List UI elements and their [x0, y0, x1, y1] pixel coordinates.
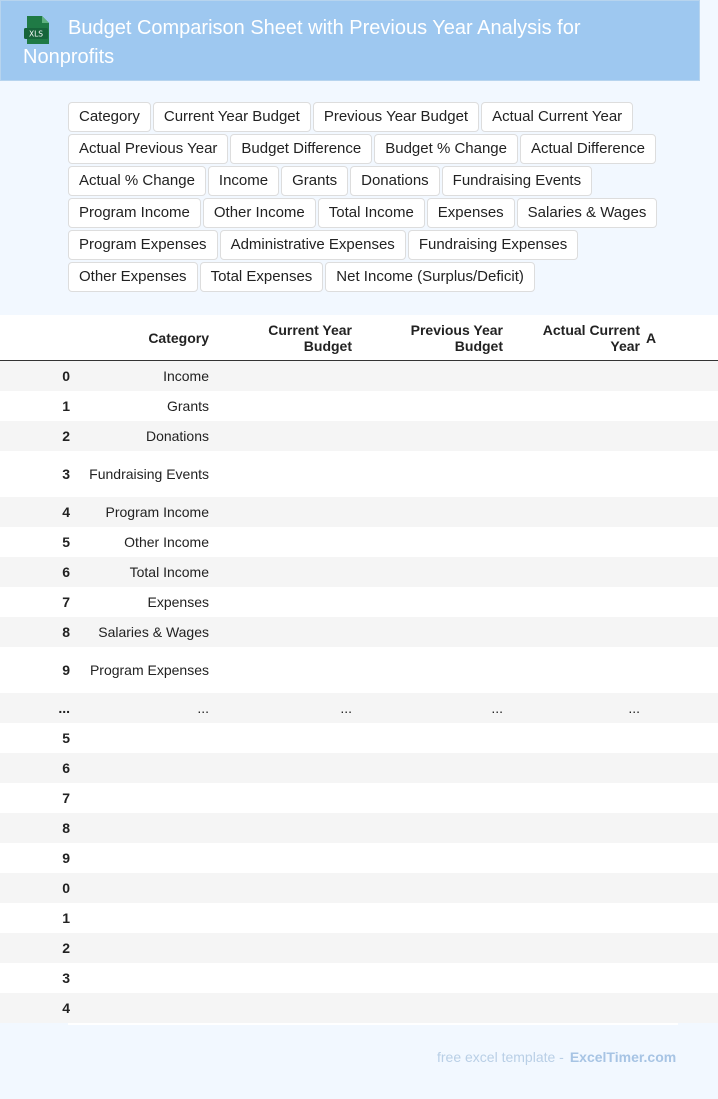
cell-current-year-budget	[209, 903, 352, 933]
cell-truncated	[640, 963, 718, 993]
cell-actual-current-year	[503, 783, 640, 813]
cell-category: Fundraising Events	[70, 451, 209, 497]
row-index: 5	[0, 527, 70, 557]
cell-current-year-budget: ...	[209, 693, 352, 723]
cell-current-year-budget	[209, 843, 352, 873]
cell-truncated	[640, 933, 718, 963]
cell-category	[70, 993, 209, 1023]
column-tag[interactable]: Current Year Budget	[153, 102, 311, 132]
cell-truncated	[640, 647, 718, 693]
cell-previous-year-budget	[352, 557, 503, 587]
cell-truncated	[640, 527, 718, 557]
cell-category: Program Income	[70, 497, 209, 527]
table-row[interactable]	[0, 813, 718, 843]
cell-previous-year-budget	[352, 497, 503, 527]
cell-category: Salaries & Wages	[70, 617, 209, 647]
table-row[interactable]	[0, 497, 718, 527]
cell-previous-year-budget	[352, 843, 503, 873]
row-index: 7	[0, 783, 70, 813]
row-index: 4	[0, 993, 70, 1023]
cell-category: Income	[70, 361, 209, 392]
cell-actual-current-year	[503, 451, 640, 497]
data-table-viewport[interactable]	[58, 315, 678, 1025]
cell-current-year-budget	[209, 873, 352, 903]
cell-truncated	[640, 617, 718, 647]
page-header	[0, 0, 700, 81]
column-tag[interactable]: Grants	[281, 166, 348, 196]
cell-previous-year-budget	[352, 903, 503, 933]
cell-previous-year-budget	[352, 963, 503, 993]
cell-current-year-budget	[209, 993, 352, 1023]
table-row[interactable]	[0, 647, 718, 693]
cell-previous-year-budget: ...	[352, 693, 503, 723]
cell-truncated	[640, 587, 718, 617]
cell-truncated	[640, 421, 718, 451]
cell-previous-year-budget	[352, 527, 503, 557]
cell-truncated	[640, 361, 718, 392]
column-header-previous-year-budget[interactable]: Previous Year Budget	[352, 315, 503, 361]
table-row[interactable]	[0, 783, 718, 813]
cell-previous-year-budget	[352, 813, 503, 843]
cell-actual-current-year	[503, 557, 640, 587]
index-header	[0, 315, 70, 361]
cell-category	[70, 933, 209, 963]
cell-category	[70, 813, 209, 843]
cell-current-year-budget	[209, 813, 352, 843]
cell-actual-current-year	[503, 587, 640, 617]
cell-truncated	[640, 873, 718, 903]
cell-category: Grants	[70, 391, 209, 421]
row-index: 9	[0, 843, 70, 873]
cell-category	[70, 843, 209, 873]
column-tag[interactable]: Other Expenses	[68, 262, 198, 292]
cell-current-year-budget	[209, 753, 352, 783]
cell-previous-year-budget	[352, 361, 503, 392]
cell-previous-year-budget	[352, 753, 503, 783]
cell-current-year-budget	[209, 963, 352, 993]
row-index: 3	[0, 451, 70, 497]
table-row[interactable]	[0, 557, 718, 587]
row-index: 5	[0, 723, 70, 753]
column-tag[interactable]: Actual Previous Year	[68, 134, 228, 164]
row-index: 2	[0, 933, 70, 963]
column-header-current-year-budget[interactable]: Current Year Budget	[209, 315, 352, 361]
cell-actual-current-year	[503, 843, 640, 873]
column-tag-list	[68, 102, 668, 294]
cell-previous-year-budget	[352, 723, 503, 753]
column-tag[interactable]: Actual % Change	[68, 166, 206, 196]
cell-actual-current-year	[503, 933, 640, 963]
cell-actual-current-year	[503, 993, 640, 1023]
cell-previous-year-budget	[352, 873, 503, 903]
cell-current-year-budget	[209, 497, 352, 527]
row-index: 0	[0, 361, 70, 392]
column-tag[interactable]: Budget % Change	[374, 134, 518, 164]
cell-previous-year-budget	[352, 933, 503, 963]
column-header-actual-current-year[interactable]: Actual Current Year	[503, 315, 640, 361]
data-table	[0, 315, 718, 1023]
table-row[interactable]	[0, 873, 718, 903]
column-tag[interactable]: Fundraising Events	[442, 166, 592, 196]
row-index: 1	[0, 391, 70, 421]
footer-text: free excel template -	[437, 1049, 564, 1065]
cell-actual-current-year	[503, 391, 640, 421]
cell-truncated	[640, 813, 718, 843]
column-tag[interactable]: Actual Current Year	[481, 102, 633, 132]
cell-current-year-budget	[209, 933, 352, 963]
cell-previous-year-budget	[352, 421, 503, 451]
column-tag[interactable]: Fundraising Expenses	[408, 230, 578, 260]
row-index: 0	[0, 873, 70, 903]
table-row[interactable]	[0, 617, 718, 647]
table-row[interactable]	[0, 903, 718, 933]
table-row[interactable]	[0, 391, 718, 421]
cell-truncated	[640, 903, 718, 933]
table-row[interactable]	[0, 843, 718, 873]
cell-previous-year-budget	[352, 993, 503, 1023]
cell-truncated	[640, 497, 718, 527]
cell-truncated	[640, 693, 718, 723]
table-body	[0, 361, 718, 1024]
cell-truncated	[640, 451, 718, 497]
row-index: 6	[0, 753, 70, 783]
table-row[interactable]	[0, 421, 718, 451]
column-tag[interactable]: Previous Year Budget	[313, 102, 479, 132]
row-index: 9	[0, 647, 70, 693]
cell-actual-current-year: ...	[503, 693, 640, 723]
xls-icon-label: XLS	[28, 29, 44, 39]
row-index: 7	[0, 587, 70, 617]
cell-actual-current-year	[503, 813, 640, 843]
cell-actual-current-year	[503, 617, 640, 647]
cell-current-year-budget	[209, 557, 352, 587]
cell-category	[70, 903, 209, 933]
cell-actual-current-year	[503, 753, 640, 783]
cell-truncated	[640, 753, 718, 783]
cell-current-year-budget	[209, 723, 352, 753]
cell-current-year-budget	[209, 451, 352, 497]
footer-brand-link[interactable]: ExcelTimer.com	[569, 1049, 677, 1065]
cell-actual-current-year	[503, 527, 640, 557]
cell-actual-current-year	[503, 903, 640, 933]
cell-actual-current-year	[503, 497, 640, 527]
table-row[interactable]	[0, 993, 718, 1023]
column-tag[interactable]: Budget Difference	[230, 134, 372, 164]
cell-current-year-budget	[209, 527, 352, 557]
cell-current-year-budget	[209, 391, 352, 421]
cell-category	[70, 963, 209, 993]
column-tag[interactable]: Total Income	[318, 198, 425, 228]
cell-actual-current-year	[503, 873, 640, 903]
row-index: 6	[0, 557, 70, 587]
cell-actual-current-year	[503, 421, 640, 451]
table-row[interactable]	[0, 723, 718, 753]
cell-category: Total Income	[70, 557, 209, 587]
table-header-row	[0, 315, 718, 361]
column-header-category[interactable]: Category	[70, 315, 209, 361]
page-title: Budget Comparison Sheet with Previous Year Analysis for Nonprofits	[23, 17, 581, 68]
cell-category	[70, 753, 209, 783]
column-tag[interactable]: Category	[68, 102, 151, 132]
cell-truncated	[640, 993, 718, 1023]
cell-previous-year-budget	[352, 391, 503, 421]
cell-category	[70, 723, 209, 753]
cell-truncated	[640, 843, 718, 873]
table-row[interactable]	[0, 963, 718, 993]
row-index: 1	[0, 903, 70, 933]
column-tag[interactable]: Program Expenses	[68, 230, 218, 260]
column-tag[interactable]: Other Income	[203, 198, 316, 228]
cell-category: Other Income	[70, 527, 209, 557]
column-tag[interactable]: Net Income (Surplus/Deficit)	[325, 262, 535, 292]
table-row[interactable]	[0, 933, 718, 963]
row-index: 8	[0, 813, 70, 843]
cell-current-year-budget	[209, 587, 352, 617]
cell-truncated	[640, 723, 718, 753]
footer-credit	[437, 1049, 676, 1065]
cell-actual-current-year	[503, 723, 640, 753]
column-header-truncated[interactable]: A	[640, 315, 718, 361]
cell-truncated	[640, 783, 718, 813]
cell-category: Program Expenses	[70, 647, 209, 693]
column-tag[interactable]: Expenses	[427, 198, 515, 228]
cell-category: Donations	[70, 421, 209, 451]
table-row[interactable]	[0, 527, 718, 557]
cell-actual-current-year	[503, 361, 640, 392]
row-index: 4	[0, 497, 70, 527]
row-index: 8	[0, 617, 70, 647]
cell-truncated	[640, 391, 718, 421]
cell-actual-current-year	[503, 963, 640, 993]
cell-current-year-budget	[209, 361, 352, 392]
column-tag[interactable]: Salaries & Wages	[517, 198, 658, 228]
table-row[interactable]	[0, 451, 718, 497]
cell-previous-year-budget	[352, 587, 503, 617]
cell-previous-year-budget	[352, 451, 503, 497]
cell-truncated	[640, 557, 718, 587]
column-tag[interactable]: Administrative Expenses	[220, 230, 406, 260]
cell-current-year-budget	[209, 421, 352, 451]
cell-category: Expenses	[70, 587, 209, 617]
column-tag[interactable]: Total Expenses	[200, 262, 324, 292]
table-row[interactable]	[0, 693, 718, 723]
cell-previous-year-budget	[352, 783, 503, 813]
cell-current-year-budget	[209, 647, 352, 693]
cell-previous-year-budget	[352, 647, 503, 693]
cell-category	[70, 873, 209, 903]
cell-category: ...	[70, 693, 209, 723]
column-tag[interactable]: Actual Difference	[520, 134, 656, 164]
row-index: ...	[0, 693, 70, 723]
table-row[interactable]	[0, 587, 718, 617]
cell-current-year-budget	[209, 783, 352, 813]
cell-previous-year-budget	[352, 617, 503, 647]
row-index: 3	[0, 963, 70, 993]
cell-actual-current-year	[503, 647, 640, 693]
column-tag[interactable]: Program Income	[68, 198, 201, 228]
cell-current-year-budget	[209, 617, 352, 647]
row-index: 2	[0, 421, 70, 451]
table-row[interactable]	[0, 753, 718, 783]
column-tag[interactable]: Income	[208, 166, 279, 196]
column-tag[interactable]: Donations	[350, 166, 440, 196]
cell-category	[70, 783, 209, 813]
table-row[interactable]	[0, 361, 718, 392]
